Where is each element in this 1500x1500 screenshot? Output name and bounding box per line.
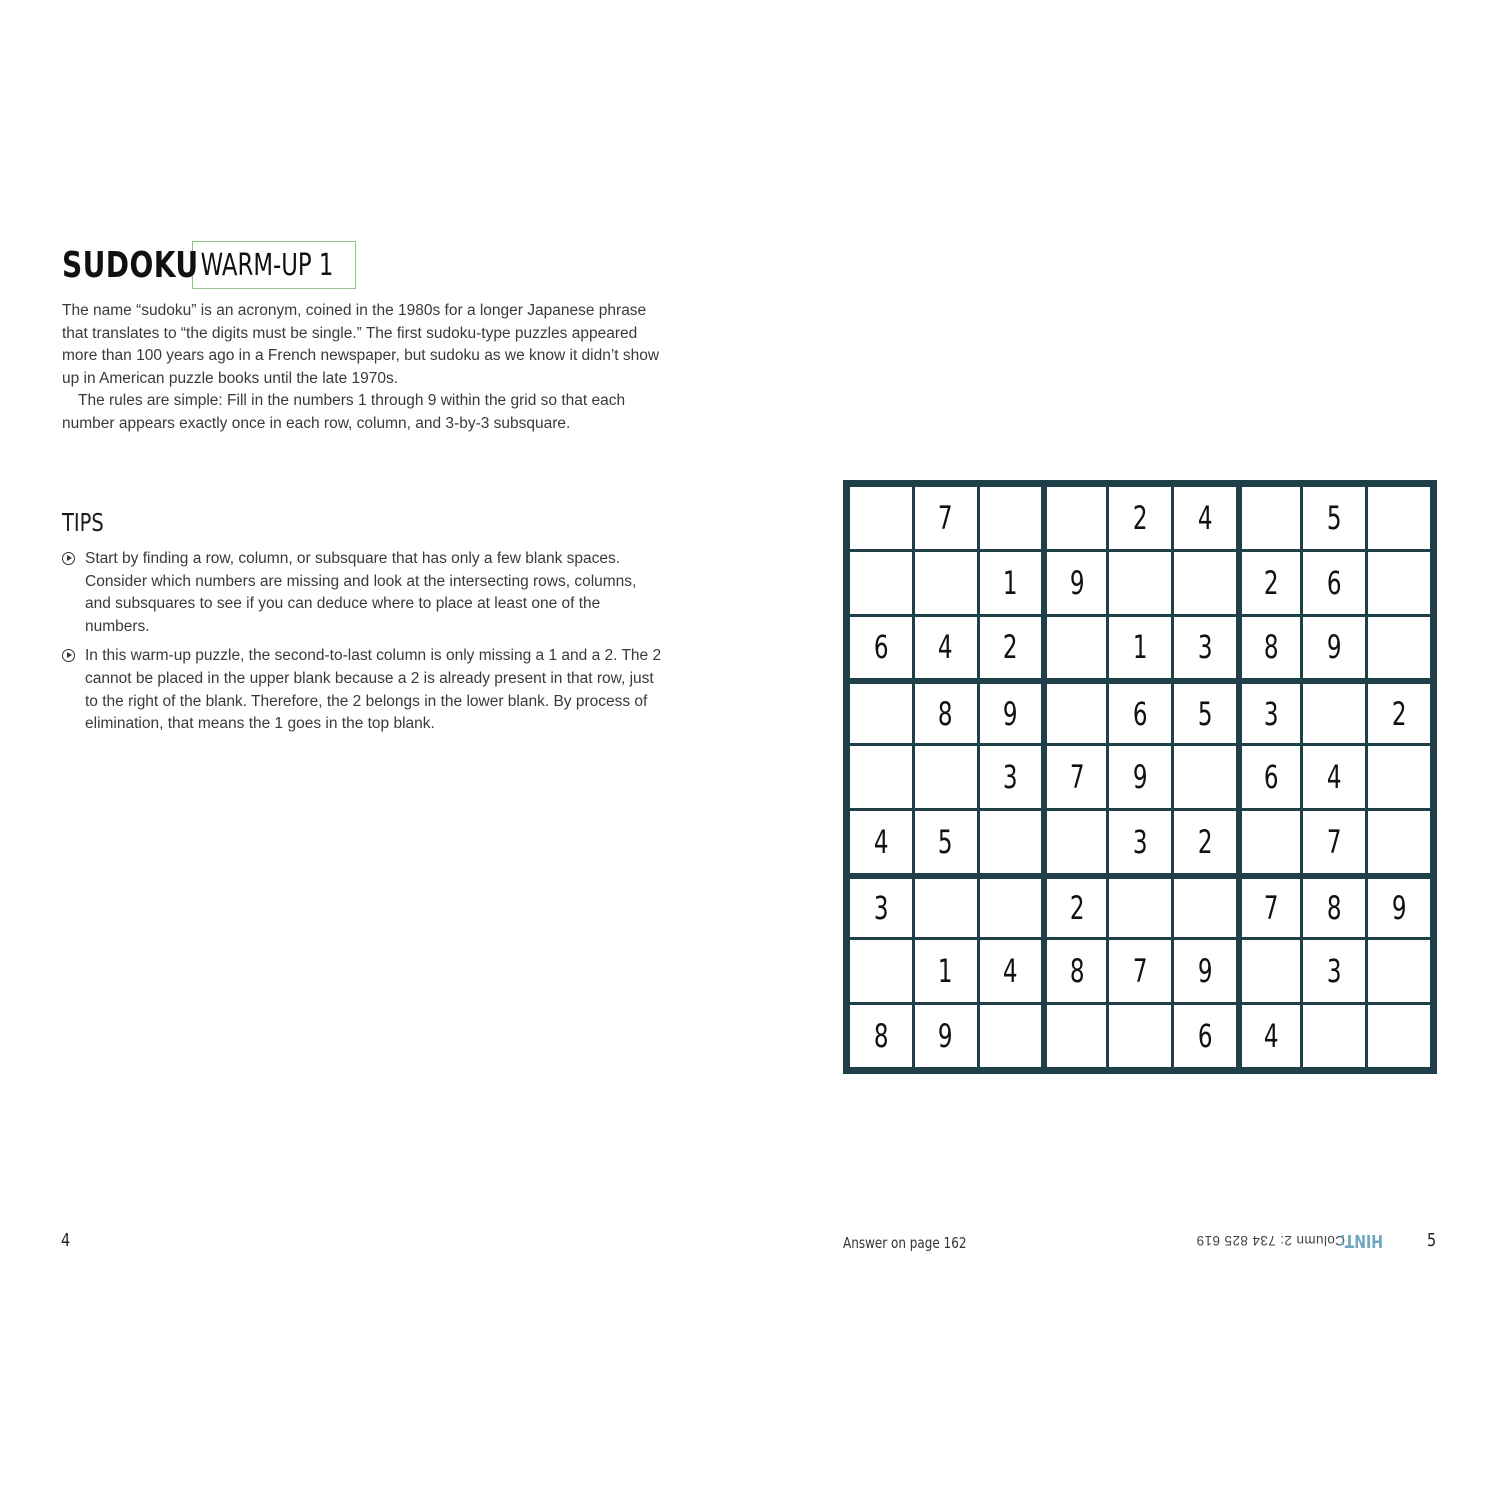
given-cell xyxy=(1174,617,1236,679)
puzzle-label-badge xyxy=(192,241,356,289)
empty-cell[interactable] xyxy=(1368,811,1430,873)
sudoku-grid xyxy=(843,480,1437,1074)
tips-list xyxy=(62,548,662,743)
given-cell xyxy=(1303,746,1365,808)
empty-cell[interactable] xyxy=(915,879,977,938)
cell-digit: 4 xyxy=(873,822,889,861)
given-cell xyxy=(850,879,912,938)
page-title: SUDOKU xyxy=(62,244,199,286)
cell-digit: 3 xyxy=(1132,822,1148,861)
cell-digit: 5 xyxy=(1326,498,1342,537)
hint-label: HINT: xyxy=(1339,1230,1383,1251)
given-cell xyxy=(1242,1005,1301,1067)
given-cell xyxy=(1047,746,1106,808)
given-cell xyxy=(915,811,977,873)
cell-digit: 4 xyxy=(1197,498,1213,537)
cell-digit: 7 xyxy=(1326,822,1342,861)
empty-cell[interactable] xyxy=(1368,940,1430,1002)
cell-digit: 8 xyxy=(1326,889,1342,928)
empty-cell[interactable] xyxy=(1047,617,1106,679)
cell-digit: 6 xyxy=(1197,1017,1213,1056)
given-cell xyxy=(1109,811,1171,873)
puzzle-label: WARM-UP 1 xyxy=(200,247,334,283)
given-cell xyxy=(850,811,912,873)
given-cell xyxy=(1174,811,1236,873)
cell-digit: 9 xyxy=(1326,628,1342,667)
given-cell xyxy=(1174,1005,1236,1067)
cell-digit: 2 xyxy=(1263,563,1279,602)
cell-digit: 7 xyxy=(1069,757,1085,796)
empty-cell[interactable] xyxy=(1368,487,1430,549)
given-cell xyxy=(1174,940,1236,1002)
cell-digit: 6 xyxy=(1132,694,1148,733)
cell-digit: 9 xyxy=(1391,889,1407,928)
cell-digit: 4 xyxy=(1263,1017,1279,1056)
empty-cell[interactable] xyxy=(1174,879,1236,938)
cell-digit: 4 xyxy=(938,628,953,667)
cell-digit: 3 xyxy=(1326,952,1342,991)
play-circle-icon xyxy=(62,552,75,565)
cell-digit: 7 xyxy=(1132,952,1148,991)
cell-digit: 9 xyxy=(1069,563,1085,602)
cell-digit: 7 xyxy=(938,498,953,537)
empty-cell[interactable] xyxy=(980,811,1042,873)
given-cell xyxy=(915,487,977,549)
given-cell xyxy=(1303,940,1365,1002)
empty-cell[interactable] xyxy=(915,552,977,614)
cell-digit: 2 xyxy=(1197,822,1213,861)
cell-digit: 2 xyxy=(1069,889,1085,928)
given-cell xyxy=(980,746,1042,808)
empty-cell[interactable] xyxy=(1047,1005,1106,1067)
given-cell xyxy=(915,684,977,743)
empty-cell[interactable] xyxy=(1242,487,1301,549)
given-cell xyxy=(1174,684,1236,743)
cell-digit: 9 xyxy=(1132,757,1148,796)
play-circle-icon xyxy=(62,649,75,662)
cell-digit: 2 xyxy=(1003,628,1018,667)
cell-digit: 5 xyxy=(938,822,953,861)
intro-paragraph: The rules are simple: Fill in the numbers 1 through 9 within the grid so that each number appears exactly once in each row, column, and 3-by-3 subsquare. xyxy=(62,392,626,432)
given-cell xyxy=(1109,746,1171,808)
cell-digit: 4 xyxy=(1003,952,1018,991)
empty-cell[interactable] xyxy=(1047,487,1106,549)
cell-digit: 6 xyxy=(1326,563,1342,602)
given-cell xyxy=(1303,811,1365,873)
title-row xyxy=(62,240,356,290)
tip-item xyxy=(62,548,662,638)
intro-paragraph: The name “sudoku” is an acronym, coined in the 1980s for a longer Japanese phrase that translates to “the digits must be single.” The first sudoku-type puzzles appeared more than 100 years ago in a French newspaper, but sudoku as we know it didn’t show up in American puzzle books until the late 1970s. xyxy=(62,302,660,387)
tip-text: In this warm-up puzzle, the second-to-last column is only missing a 1 and a 2. The 2 cannot be placed in the upper blank because a 2 is already present in that row, just to the right of the blank. Therefore, the 2 belongs in the lower blank. By process of elimination, that means the 1 goes in the top blank. xyxy=(85,647,662,733)
cell-digit: 3 xyxy=(1197,628,1213,667)
given-cell xyxy=(1242,879,1301,938)
given-cell xyxy=(1303,487,1365,549)
given-cell xyxy=(915,1005,977,1067)
cell-digit: 8 xyxy=(1069,952,1085,991)
upside-down-hint xyxy=(1196,1230,1383,1251)
empty-cell[interactable] xyxy=(850,684,912,743)
cell-digit: 2 xyxy=(1132,498,1148,537)
page-number-right: 5 xyxy=(1427,1230,1437,1251)
empty-cell[interactable] xyxy=(980,487,1042,549)
cell-digit: 9 xyxy=(1003,694,1018,733)
given-cell xyxy=(850,1005,912,1067)
cell-digit: 5 xyxy=(1197,694,1213,733)
empty-cell[interactable] xyxy=(1303,684,1365,743)
cell-digit: 4 xyxy=(1326,757,1342,796)
cell-digit: 3 xyxy=(1263,694,1279,733)
empty-cell[interactable] xyxy=(850,746,912,808)
given-cell xyxy=(1242,552,1301,614)
given-cell xyxy=(1368,684,1430,743)
tip-item xyxy=(62,645,662,735)
given-cell xyxy=(1047,879,1106,938)
given-cell xyxy=(915,617,977,679)
empty-cell[interactable] xyxy=(1242,940,1301,1002)
given-cell xyxy=(1109,684,1171,743)
empty-cell[interactable] xyxy=(915,746,977,808)
empty-cell[interactable] xyxy=(1047,811,1106,873)
given-cell xyxy=(1303,552,1365,614)
empty-cell[interactable] xyxy=(850,940,912,1002)
empty-cell[interactable] xyxy=(1368,1005,1430,1067)
cell-digit: 3 xyxy=(873,889,889,928)
page-number-left: 4 xyxy=(61,1230,71,1251)
given-cell xyxy=(1368,879,1430,938)
given-cell xyxy=(1047,940,1106,1002)
cell-digit: 3 xyxy=(1003,757,1018,796)
given-cell xyxy=(1303,879,1365,938)
answer-reference: Answer on page 162 xyxy=(843,1234,967,1252)
empty-cell[interactable] xyxy=(980,879,1042,938)
cell-digit: 8 xyxy=(1263,628,1279,667)
cell-digit: 8 xyxy=(938,694,953,733)
empty-cell[interactable] xyxy=(1368,552,1430,614)
empty-cell[interactable] xyxy=(1109,552,1171,614)
cell-digit: 1 xyxy=(1003,563,1018,602)
empty-cell[interactable] xyxy=(1174,552,1236,614)
given-cell xyxy=(1174,487,1236,549)
given-cell xyxy=(1109,940,1171,1002)
given-cell xyxy=(980,684,1042,743)
empty-cell[interactable] xyxy=(1047,684,1106,743)
given-cell xyxy=(1047,552,1106,614)
empty-cell[interactable] xyxy=(1242,811,1301,873)
given-cell xyxy=(1242,746,1301,808)
cell-digit: 9 xyxy=(938,1017,953,1056)
given-cell xyxy=(980,940,1042,1002)
cell-digit: 9 xyxy=(1197,952,1213,991)
given-cell xyxy=(1242,684,1301,743)
cell-digit: 7 xyxy=(1263,889,1279,928)
cell-digit: 2 xyxy=(1391,694,1407,733)
intro-text xyxy=(62,300,662,436)
cell-digit: 6 xyxy=(1263,757,1279,796)
empty-cell[interactable] xyxy=(850,552,912,614)
cell-digit: 1 xyxy=(1132,628,1148,667)
cell-digit: 8 xyxy=(873,1017,889,1056)
empty-cell[interactable] xyxy=(1368,746,1430,808)
given-cell xyxy=(915,940,977,1002)
empty-cell[interactable] xyxy=(1303,1005,1365,1067)
given-cell xyxy=(980,552,1042,614)
empty-cell[interactable] xyxy=(980,1005,1042,1067)
hint-text: Column 2: 734 825 619 xyxy=(1196,1233,1345,1248)
given-cell xyxy=(980,617,1042,679)
empty-cell[interactable] xyxy=(1109,879,1171,938)
given-cell xyxy=(1109,487,1171,549)
cell-digit: 6 xyxy=(873,628,889,667)
given-cell xyxy=(1109,617,1171,679)
empty-cell[interactable] xyxy=(850,487,912,549)
given-cell xyxy=(1303,617,1365,679)
empty-cell[interactable] xyxy=(1368,617,1430,679)
given-cell xyxy=(850,617,912,679)
empty-cell[interactable] xyxy=(1109,1005,1171,1067)
given-cell xyxy=(1242,617,1301,679)
tip-text: Start by finding a row, column, or subsquare that has only a few blank spaces. Consider which numbers are missing and look at the intersecting rows, columns, and subsquares to see if you can deduce where to place at least one of the numbers. xyxy=(85,550,637,635)
tips-heading: TIPS xyxy=(62,508,104,537)
cell-digit: 1 xyxy=(938,952,953,991)
empty-cell[interactable] xyxy=(1174,746,1236,808)
